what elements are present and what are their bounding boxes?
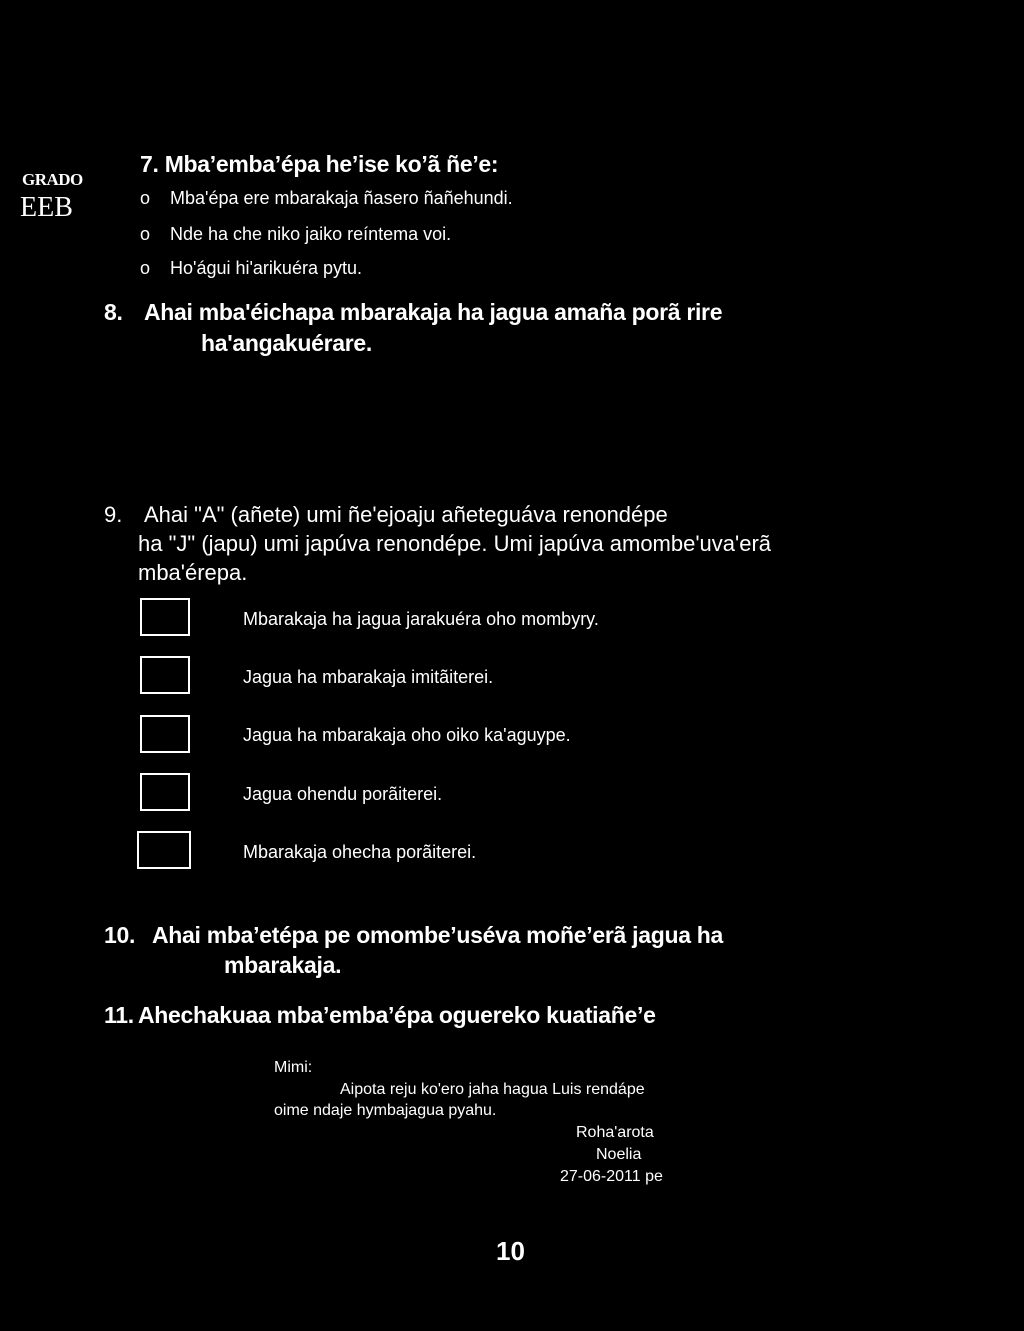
question-7-option-1: o Mba'épa ere mbarakaja ñasero ñañehundi. bbox=[140, 188, 513, 208]
question-9-number: 9. bbox=[104, 502, 123, 527]
answer-checkbox-1[interactable] bbox=[140, 598, 190, 636]
note-line-1: Aipota reju ko'ero jaha hagua Luis rendápe bbox=[340, 1081, 645, 1098]
grade-label: GRADO bbox=[22, 170, 83, 189]
question-10-number: 10. bbox=[104, 922, 136, 948]
question-7-title bbox=[140, 151, 498, 178]
question-9-line-1: 9. Ahai "A" (añete) umi ñe'ejoaju añeteguáva renondépe bbox=[104, 502, 668, 527]
question-10-line-2: mbarakaja. bbox=[224, 952, 342, 978]
answer-checkbox-3[interactable] bbox=[140, 715, 190, 753]
question-7-option-2: o Nde ha che niko jaiko reíntema voi. bbox=[140, 224, 452, 244]
answer-checkbox-4[interactable] bbox=[140, 773, 190, 811]
question-8-line-1: 8. Ahai mba'éichapa mbarakaja ha jagua amaña porã rire bbox=[104, 299, 723, 325]
note-line-2: oime ndaje hymbajagua pyahu. bbox=[274, 1102, 497, 1119]
statement-2: Jagua ha mbarakaja imitãiterei. bbox=[243, 667, 494, 687]
bullet-icon: o bbox=[140, 258, 151, 278]
statement-5: Mbarakaja ohecha porãiterei. bbox=[243, 842, 477, 862]
question-11-number: 11. bbox=[104, 1002, 134, 1028]
question-8-number: 8. bbox=[104, 299, 123, 325]
note-signature-1: Roha'arota bbox=[576, 1124, 654, 1141]
statement-4: Jagua ohendu porãiterei. bbox=[243, 784, 443, 804]
bullet-icon: o bbox=[140, 224, 151, 244]
answer-checkbox-2[interactable] bbox=[140, 656, 190, 694]
statement-3: Jagua ha mbarakaja oho oiko ka'aguype. bbox=[243, 725, 571, 745]
question-11-title: 11. Ahechakuaa mba’emba’épa oguereko kuatiañe’e bbox=[104, 1002, 656, 1028]
grade-value: EEB bbox=[20, 192, 73, 223]
question-10-line-1: 10. Ahai mba’etépa pe omombe’uséva moñe’erã jagua ha bbox=[104, 922, 724, 948]
question-7-number: 7. bbox=[140, 151, 159, 177]
statement-1: Mbarakaja ha jagua jarakuéra oho mombyry. bbox=[243, 609, 599, 629]
bullet-icon: o bbox=[140, 188, 151, 208]
question-7-option-3: o Ho'águi hi'arikuéra pytu. bbox=[140, 258, 362, 278]
question-9-line-3: mba'érepa. bbox=[138, 560, 248, 585]
answer-checkbox-5[interactable] bbox=[137, 831, 191, 869]
note-greeting: Mimi: bbox=[274, 1059, 313, 1076]
question-9-line-2: ha "J" (japu) umi japúva renondépe. Umi japúva amombe'uva'erã bbox=[138, 531, 772, 556]
page-number: 10 bbox=[496, 1236, 525, 1266]
note-date: 27-06-2011 pe bbox=[560, 1168, 663, 1185]
question-7-text: Mba’emba’épa he’ise ko’ã ñe’e: bbox=[164, 151, 499, 177]
note-signature-2: Noelia bbox=[596, 1146, 642, 1163]
question-8-line-2: ha'angakuérare. bbox=[201, 330, 372, 356]
